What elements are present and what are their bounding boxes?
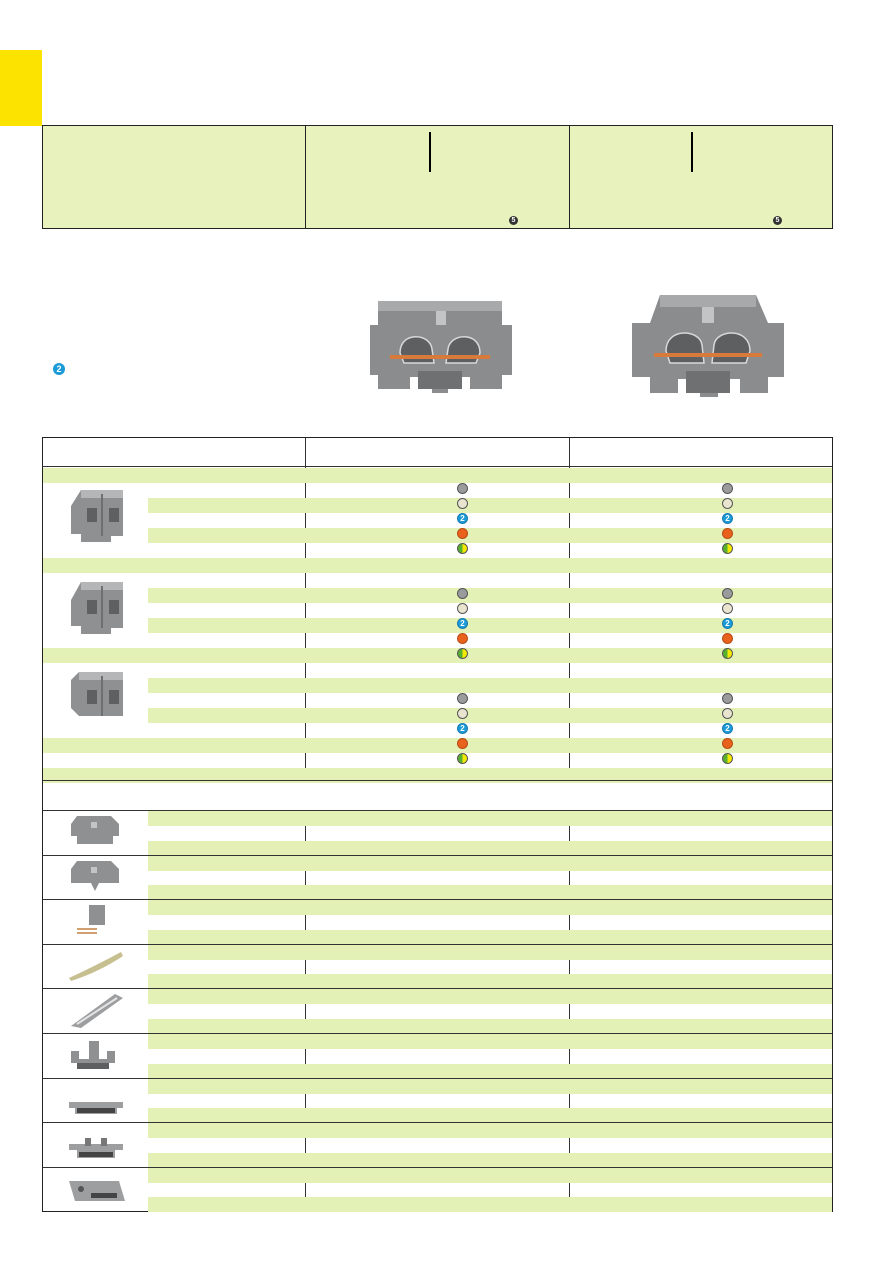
- table-row: [148, 856, 832, 871]
- header-badge-1: 5: [509, 216, 518, 225]
- color-dot-beige: [722, 603, 733, 614]
- table-row: [148, 945, 832, 960]
- color-dot-blue: 2: [457, 618, 468, 629]
- header-divider: [43, 466, 832, 467]
- operating-tool-icon: [67, 948, 127, 986]
- table-row: [148, 1168, 832, 1183]
- color-dot-yellow-green: [457, 543, 468, 554]
- color-dot-yellow-green: [722, 543, 733, 554]
- carrier-rail-mount-icon: [67, 1126, 127, 1164]
- header-cell-2: [306, 126, 570, 228]
- color-dot-yellow-green: [457, 753, 468, 764]
- color-dot-orange: [722, 528, 733, 539]
- end-stop-icon: [67, 1037, 127, 1075]
- table-row: [148, 1034, 832, 1049]
- color-dot-orange: [722, 738, 733, 749]
- color-dot-orange: [457, 738, 468, 749]
- color-dot-gray: [722, 588, 733, 599]
- color-dot-beige: [722, 498, 733, 509]
- end-plate-icon: [67, 814, 127, 852]
- color-dot-blue: 2: [457, 513, 468, 524]
- terminal-block-thumb-2: [65, 574, 131, 638]
- color-dot-blue: 2: [722, 723, 733, 734]
- table-row: [148, 678, 832, 693]
- end-plate-snap-icon: [67, 859, 127, 897]
- header-box: [42, 125, 833, 229]
- table-row: [148, 841, 832, 856]
- terminal-block-thumb-1: [65, 480, 131, 546]
- row-divider: [43, 1122, 832, 1123]
- terminal-block-thumb-3: [65, 666, 131, 722]
- color-dot-yellow-green: [722, 753, 733, 764]
- table-row: [148, 1019, 832, 1034]
- color-dot-gray: [457, 483, 468, 494]
- product-image-1: [360, 293, 520, 398]
- table-row: [148, 974, 832, 989]
- color-dot-blue: 2: [722, 513, 733, 524]
- section-divider: [43, 780, 832, 781]
- product-table: [42, 437, 833, 1212]
- table-row: [148, 989, 832, 1004]
- row-divider: [43, 899, 832, 900]
- color-dot-gray: [457, 693, 468, 704]
- group-header-row: [43, 468, 832, 483]
- color-dot-orange: [722, 633, 733, 644]
- note-badge: 2: [53, 363, 65, 375]
- color-dot-beige: [457, 498, 468, 509]
- table-row: [148, 1108, 832, 1123]
- table-row: [43, 738, 832, 753]
- header-cell-3: [570, 126, 832, 228]
- table-row: [148, 1123, 832, 1138]
- group-header-row: [43, 648, 832, 663]
- group-header-row: [43, 558, 832, 573]
- color-dot-gray: [722, 693, 733, 704]
- marker-strip-icon: [67, 992, 127, 1030]
- header-cell-1: [43, 126, 306, 228]
- jumper-icon: [67, 903, 127, 941]
- table-row: [148, 1079, 832, 1094]
- table-row: [148, 885, 832, 900]
- color-dot-beige: [457, 603, 468, 614]
- header-rule: [691, 132, 693, 172]
- table-row: [148, 1197, 832, 1212]
- table-row: [148, 811, 832, 826]
- color-dot-gray: [722, 483, 733, 494]
- table-row: [148, 930, 832, 945]
- color-dot-beige: [722, 708, 733, 719]
- color-dot-yellow-green: [457, 648, 468, 659]
- mounting-carrier-icon: [67, 1171, 127, 1209]
- row-divider: [43, 988, 832, 989]
- color-dot-gray: [457, 588, 468, 599]
- product-image-2: [630, 293, 790, 398]
- color-dot-yellow-green: [722, 648, 733, 659]
- color-dot-blue: 2: [457, 723, 468, 734]
- color-dot-orange: [457, 528, 468, 539]
- row-divider: [43, 1167, 832, 1168]
- table-row: [148, 1153, 832, 1168]
- section-tab: [0, 50, 42, 126]
- column-divider: [569, 438, 570, 780]
- color-dot-orange: [457, 633, 468, 644]
- table-row: [148, 1064, 832, 1079]
- color-dot-beige: [457, 708, 468, 719]
- carrier-rail-icon: [67, 1082, 127, 1120]
- header-rule: [429, 132, 431, 172]
- table-row: [148, 900, 832, 915]
- color-dot-blue: 2: [722, 618, 733, 629]
- row-divider: [43, 944, 832, 945]
- column-divider: [305, 438, 306, 780]
- row-divider: [43, 1078, 832, 1079]
- row-divider: [43, 1033, 832, 1034]
- row-divider: [43, 855, 832, 856]
- header-badge-2: 5: [773, 216, 782, 225]
